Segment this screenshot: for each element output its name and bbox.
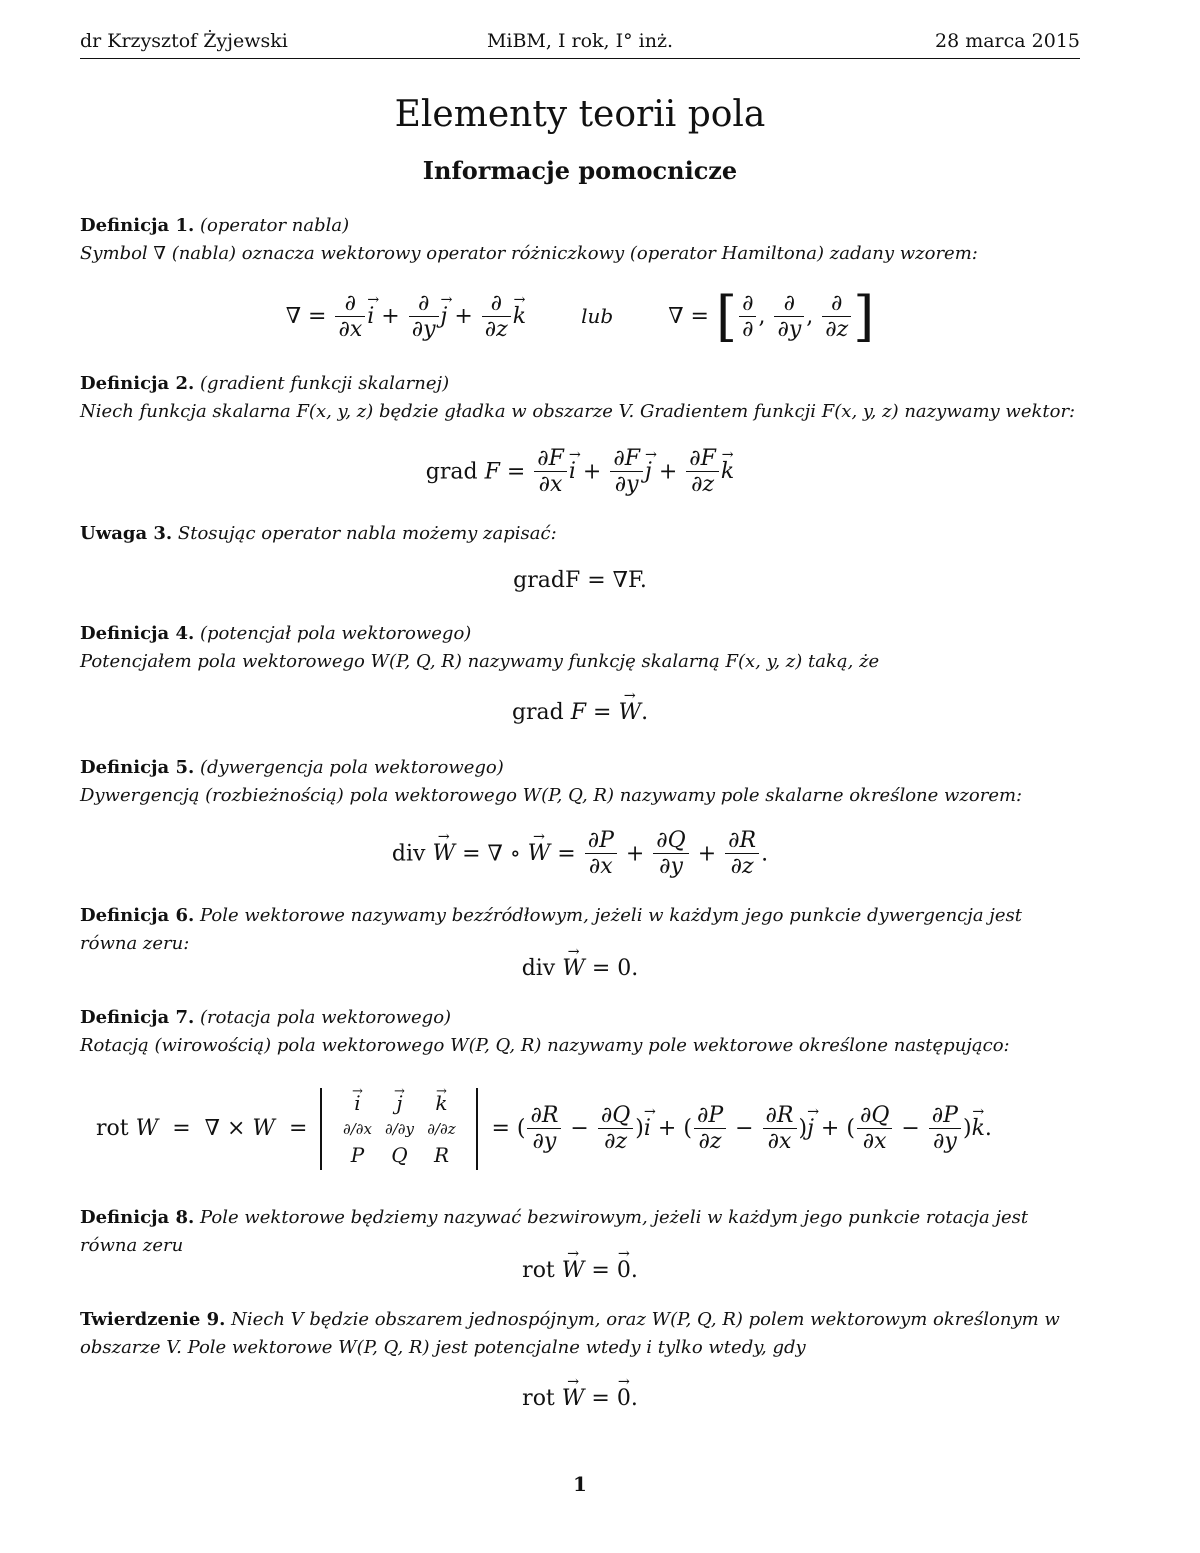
item-text: Pole wektorowe będziemy nazywać bezwirowym, jeżeli w każdym jego punkcie rotacja jest równa zeru [80,1207,1029,1256]
item-note: (dywergencja pola wektorowego) [200,757,504,778]
definition-5 [80,754,1080,810]
equation-div-zero: div → W = 0. [80,956,1080,981]
running-header [80,30,1080,60]
item-label: Definicja 7. [80,1007,195,1028]
item-text: Rotacją (wirowością) pola wektorowego W(P, Q, R) nazywamy pole wektorowe określone następująco: [80,1035,1010,1056]
eq-operator: div [521,956,556,981]
item-text: Pole wektorowe nazywamy bezźródłowym, jeżeli w każdym jego punkcie dywergencja jest równa zeru: [80,905,1022,954]
definition-4 [80,620,1080,676]
eq-operator: rot [522,1258,555,1283]
theorem-9 [80,1306,1080,1362]
item-label: Definicja 1. [80,215,195,236]
equation-rot-zero-theorem: rot → W = → 0. [80,1386,1080,1411]
equation-rot-zero: rot → W = → 0. [80,1258,1080,1283]
item-text: Potencjałem pola wektorowego W(P, Q, R) nazywamy funkcję skalarną F(x, y, z) taką, że [80,651,880,672]
definition-7 [80,1004,1080,1060]
page-number: 1 [573,1472,587,1496]
definition-1 [80,212,1080,268]
item-text: Symbol ∇ (nabla) oznacza wektorowy operator różniczkowy (operator Hamiltona) zadany wzorem: [80,243,978,264]
item-label: Definicja 4. [80,623,195,644]
eq-operator: grad [511,700,564,725]
equation-potential: grad F = → W. [80,700,1080,725]
equation-gradient: grad F = $\frac{\partial F}{\partial x}$ → i + $\frac{\partial F}{\partial y}$ → j + $\frac{\partial F}{\partial z}$ → k [80,446,1080,499]
header-rule [80,58,1080,59]
header-author: dr Krzysztof Żyjewski [80,30,288,52]
item-note: (potencjał pola wektorowego) [200,623,472,644]
item-text: Niech V będzie obszarem jednospójnym, oraz W(P, Q, R) polem wektorowym określonym w obszarze V. Pole wektorowe W(P, Q, R) jest potencjalne wtedy i tylko wtedy, gdy [80,1309,1060,1358]
eq-operator: grad [425,459,478,485]
page-title: Elementy teorii pola [394,94,766,135]
eq-operator: div [391,841,426,867]
equation-nabla: ∇ = $\frac{\partial}{\partial x}$ → i + $\frac{\partial}{\partial y}$ → j + $\frac{\partial}{\partial z}$ → k lub ∇ = [ $\frac{\partial}{\partial}$ , $\frac{\partial}{\partial y}$ , $\frac{\partial}{\partial z}$ ] [80,290,1080,344]
header-date: 28 marca 2015 [934,30,1080,52]
item-label: Definicja 8. [80,1207,195,1228]
item-label: Uwaga 3. [80,523,173,544]
page-subtitle: Informacje pomocnicze [422,156,738,185]
item-text: Stosując operator nabla możemy zapisać: [177,523,557,544]
equation-divergence: div → W = ∇ ∘ → W = $\frac{\partial P}{\partial x}$ + $\frac{\partial Q}{\partial y}$ + $\frac{\partial R}{\partial z}$ . [80,828,1080,881]
item-label: Definicja 5. [80,757,195,778]
header-course: MiBM, I rok, I° inż. [486,30,674,52]
determinant-matrix: → i → j → k ∂/∂x ∂/∂y ∂/∂z P Q R [320,1088,478,1170]
remark-3 [80,520,1080,548]
item-note: (operator nabla) [200,215,350,236]
equation-grad-nabla: gradF = ∇F. [513,568,647,593]
eq-operator: rot [96,1116,129,1141]
definition-2 [80,370,1080,426]
item-label: Definicja 6. [80,905,195,926]
or-word: lub [581,304,614,328]
item-label: Twierdzenie 9. [80,1309,226,1330]
item-text: Niech funkcja skalarna F(x, y, z) będzie gładka w obszarze V. Gradientem funkcji F(x, y, z) nazywamy wektor: [80,401,1076,422]
item-label: Definicja 2. [80,373,195,394]
eq-operator: rot [522,1386,555,1411]
item-note: (rotacja pola wektorowego) [200,1007,452,1028]
item-note: (gradient funkcji skalarnej) [200,373,450,394]
equation-rotation: rot W = ∇ × W = → i → j → k ∂/∂x ∂/∂y ∂/∂z P Q R = ( $\frac{\partial R}{\partial y}$ − $\frac{\partial Q}{\partial z}$ )→ i + ( $\frac{\partial P}{\partial z}$ − $\frac{\partial R}{\partial x}$ )→ j + ( $\frac{\partial Q}{\partial x}$ − $\frac{\partial P}{\partial y}$ )→ k. [80,1088,1080,1170]
item-text: Dywergencją (rozbieżnością) pola wektorowego W(P, Q, R) nazywamy pole skalarne określone wzorem: [80,785,1023,806]
